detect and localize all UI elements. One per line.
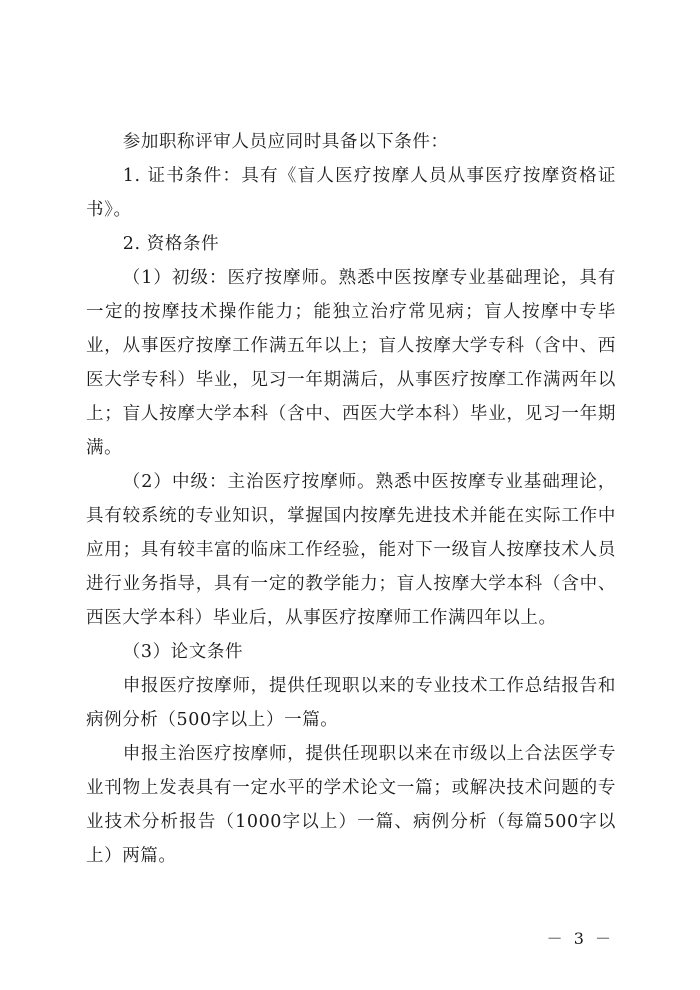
document-body <box>86 125 616 873</box>
junior-thesis-paragraph: 申报医疗按摩师，提供任现职以来的专业技术工作总结报告和病例分析（500字以上）一篇。 <box>86 676 616 730</box>
certificate-condition-paragraph: 1. 证书条件：具有《盲人医疗按摩人员从事医疗按摩资格证书》。 <box>86 166 616 220</box>
intermediate-thesis-paragraph: 申报主治医疗按摩师，提供任现职以来在市级以上合法医学专业刊物上发表具有一定水平的学术论文一篇；或解决技术问题的专业技术分析报告（1000字以上）一篇、病例分析（每篇500字以上）两篇。 <box>86 744 616 866</box>
intro-paragraph: 参加职称评审人员应同时具备以下条件： <box>122 132 449 152</box>
page-number: － 3 － <box>546 929 614 948</box>
thesis-heading: （3）论文条件 <box>122 642 244 662</box>
junior-level-paragraph: （1）初级：医疗按摩师。熟悉中医按摩专业基础理论，具有一定的按摩技术操作能力；能独立治疗常见病；盲人按摩中专毕业，从事医疗按摩工作满五年以上；盲人按摩大学专科（含中、西医大学专科）毕业，见习一年期满后，从事医疗按摩工作满两年以上；盲人按摩大学本科（含中、西医大学本科）毕业，见习一年期满。 <box>86 268 616 458</box>
intermediate-level-paragraph: （2）中级：主治医疗按摩师。熟悉中医按摩专业基础理论，具有较系统的专业知识，掌握国内按摩先进技术并能在实际工作中应用；具有较丰富的临床工作经验，能对下一级盲人按摩技术人员进行业务指导，具有一定的教学能力；盲人按摩大学本科（含中、西医大学本科）毕业后，从事医疗按摩师工作满四年以上。 <box>86 472 616 628</box>
qualification-heading: 2. 资格条件 <box>122 234 220 254</box>
